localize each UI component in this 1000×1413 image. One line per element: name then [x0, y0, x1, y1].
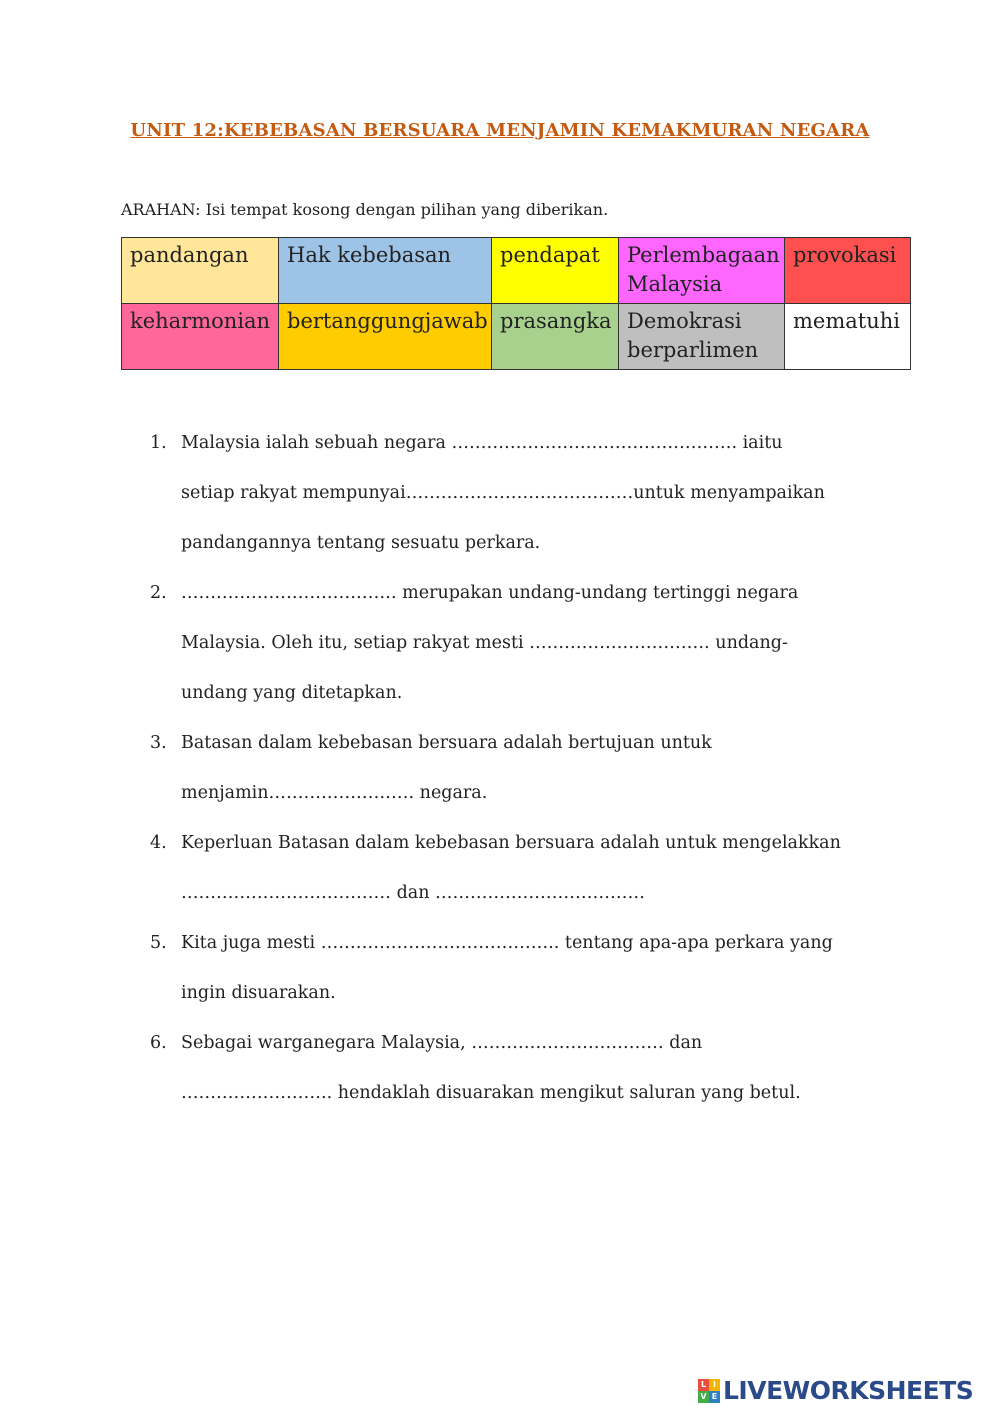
word-bank-row [122, 304, 911, 370]
question-text-line: pandangannya tentang sesuatu perkara. [181, 533, 541, 553]
word-bank-cell: pendapat [492, 238, 619, 304]
question-number: 1. [150, 433, 167, 453]
word-bank-cell: bertanggungjawab [279, 304, 492, 370]
question-number: 2. [150, 583, 167, 603]
word-bank-table [121, 237, 911, 370]
word-bank-row [122, 238, 911, 304]
word-bank-cell: Demokrasi berparlimen [619, 304, 785, 370]
logo-letter: E [709, 1391, 720, 1403]
word-bank-cell: mematuhi [785, 304, 911, 370]
question-number: 3. [150, 733, 167, 753]
question-item [150, 568, 890, 718]
logo-letter: V [698, 1391, 709, 1403]
question-text-line: …………………….. hendaklah disuarakan mengikut saluran yang betul. [181, 1083, 801, 1103]
liveworksheets-brand[interactable] [698, 1376, 973, 1406]
word-bank-cell: provokasi [785, 238, 911, 304]
word-bank-cell: Hak kebebasan [279, 238, 492, 304]
question-text-line: undang yang ditetapkan. [181, 683, 403, 703]
question-item [150, 918, 890, 1018]
question-item [150, 718, 890, 818]
question-text-line: ingin disuarakan. [181, 983, 336, 1003]
question-text-line: ……………………………… dan ……………………………… [181, 883, 646, 903]
question-item [150, 818, 890, 918]
word-bank-cell: Perlembagaan Malaysia [619, 238, 785, 304]
logo-letter: L [698, 1379, 709, 1391]
question-item [150, 418, 890, 568]
word-bank-cell: pandangan [122, 238, 279, 304]
page-title: UNIT 12:KEBEBASAN BERSUARA MENJAMIN KEMAKMURAN NEGARA [130, 120, 870, 141]
question-text-line: Batasan dalam kebebasan bersuara adalah bertujuan untuk [181, 733, 712, 753]
question-text-line: Malaysia ialah sebuah negara …………………………………………. iaitu [181, 433, 783, 453]
logo-letter: I [709, 1379, 720, 1391]
question-text-line: Keperluan Batasan dalam kebebasan bersuara adalah untuk mengelakkan [181, 833, 841, 853]
question-item [150, 1018, 890, 1118]
question-number: 6. [150, 1033, 167, 1053]
liveworksheets-logo-icon [698, 1379, 720, 1403]
question-text-line: Sebagai warganegara Malaysia, …………………………… dan [181, 1033, 703, 1053]
question-text-line: setiap rakyat mempunyai…………………………………untuk menyampaikan [181, 483, 825, 503]
question-text-line: Kita juga mesti ………………………………….. tentang apa-apa perkara yang [181, 933, 833, 953]
question-number: 4. [150, 833, 167, 853]
question-list [150, 418, 890, 1118]
word-bank-cell: keharmonian [122, 304, 279, 370]
question-text-line: ………………………………. merupakan undang-undang tertinggi negara [181, 583, 799, 603]
brand-name: LIVEWORKSHEETS [723, 1376, 974, 1405]
word-bank-cell: prasangka [492, 304, 619, 370]
question-text-line: Malaysia. Oleh itu, setiap rakyat mesti …………………………. undang- [181, 633, 788, 653]
instruction-text: ARAHAN: Isi tempat kosong dengan pilihan yang diberikan. [121, 200, 609, 219]
question-text-line: menjamin……………………. negara. [181, 783, 488, 803]
question-number: 5. [150, 933, 167, 953]
